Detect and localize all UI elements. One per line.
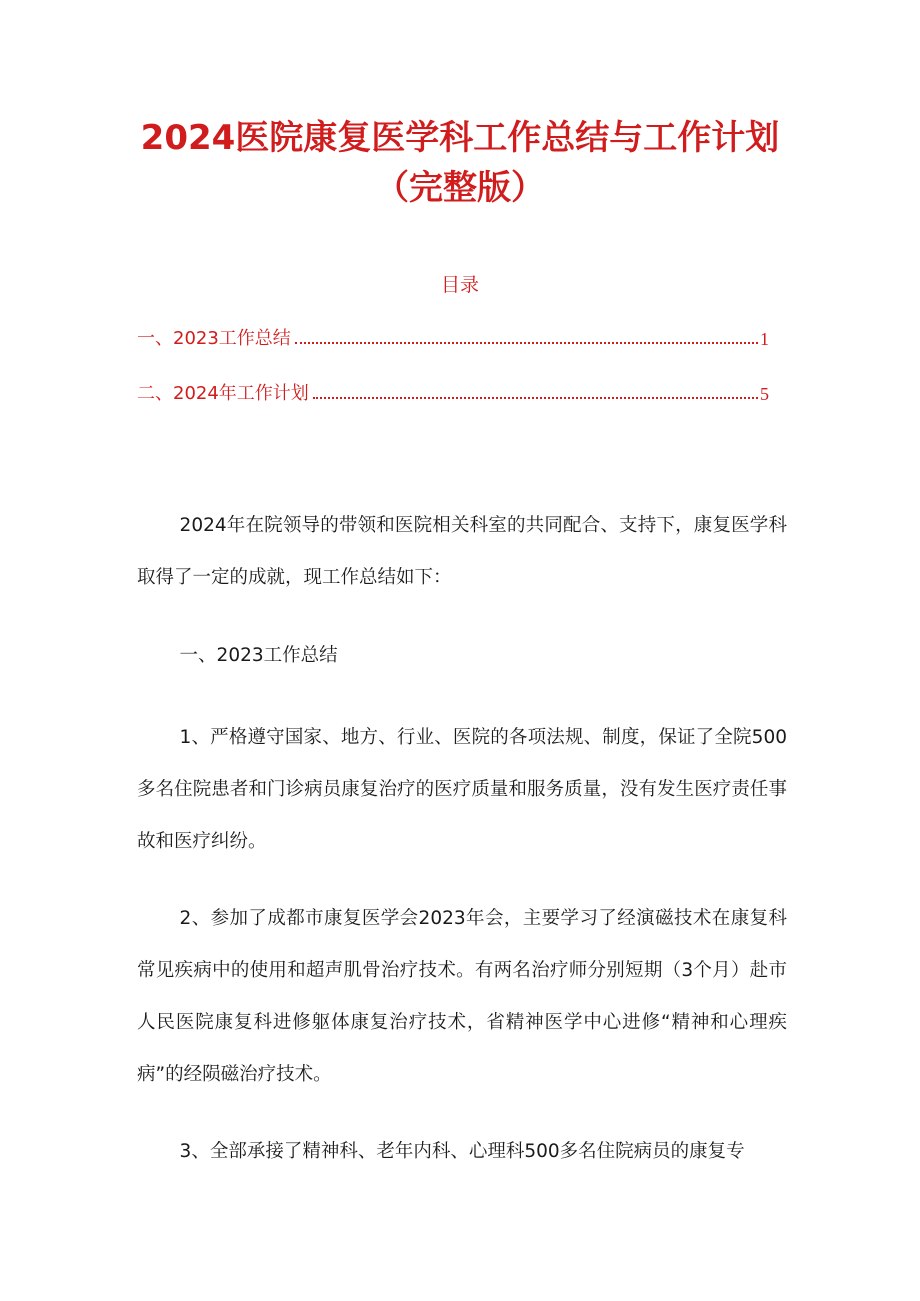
toc-entry-label: 一、2023工作总结 [137,328,291,349]
toc-entry-2[interactable] [137,379,769,405]
summary-item-1: 1、严格遵守国家、地方、行业、医院的各项法规、制度，保证了全院500多名住院患者和门诊病员康复治疗的医疗质量和服务质量，没有发生医疗责任事故和医疗纠纷。 [137,727,787,852]
document-title-line2: （完整版） [375,168,545,208]
toc-heading: 目录 [440,274,479,296]
summary-item-2: 2、参加了成都市康复医学会2023年会，主要学习了经演磁技术在康复科常见疾病中的使用和超声肌骨治疗技术。有两名治疗师分别短期（3个月）赴市人民医院康复科进修躯体康复治疗技术，省精神医学中心进修“精神和心理疾病”的经陨磁治疗技术。 [137,908,787,1085]
toc-entry-label: 二、2024年工作计划 [137,383,309,404]
toc-entry-page: 5 [760,384,769,404]
toc-entry-1[interactable] [137,324,769,350]
summary-item-3: 3、全部承接了精神科、老年内科、心理科500多名住院病员的康复专 [179,1141,745,1162]
intro-paragraph: 2024年在院领导的带领和医院相关科室的共同配合、支持下，康复医学科取得了一定的成就，现工作总结如下： [137,515,787,588]
section-heading-2023-summary: 一、2023工作总结 [179,645,338,666]
toc-entry-page: 1 [760,329,769,349]
toc-dot-leader [313,396,758,399]
document-title-line1: 2024医院康复医学科工作总结与工作计划 [140,118,780,158]
toc-dot-leader [295,341,758,344]
